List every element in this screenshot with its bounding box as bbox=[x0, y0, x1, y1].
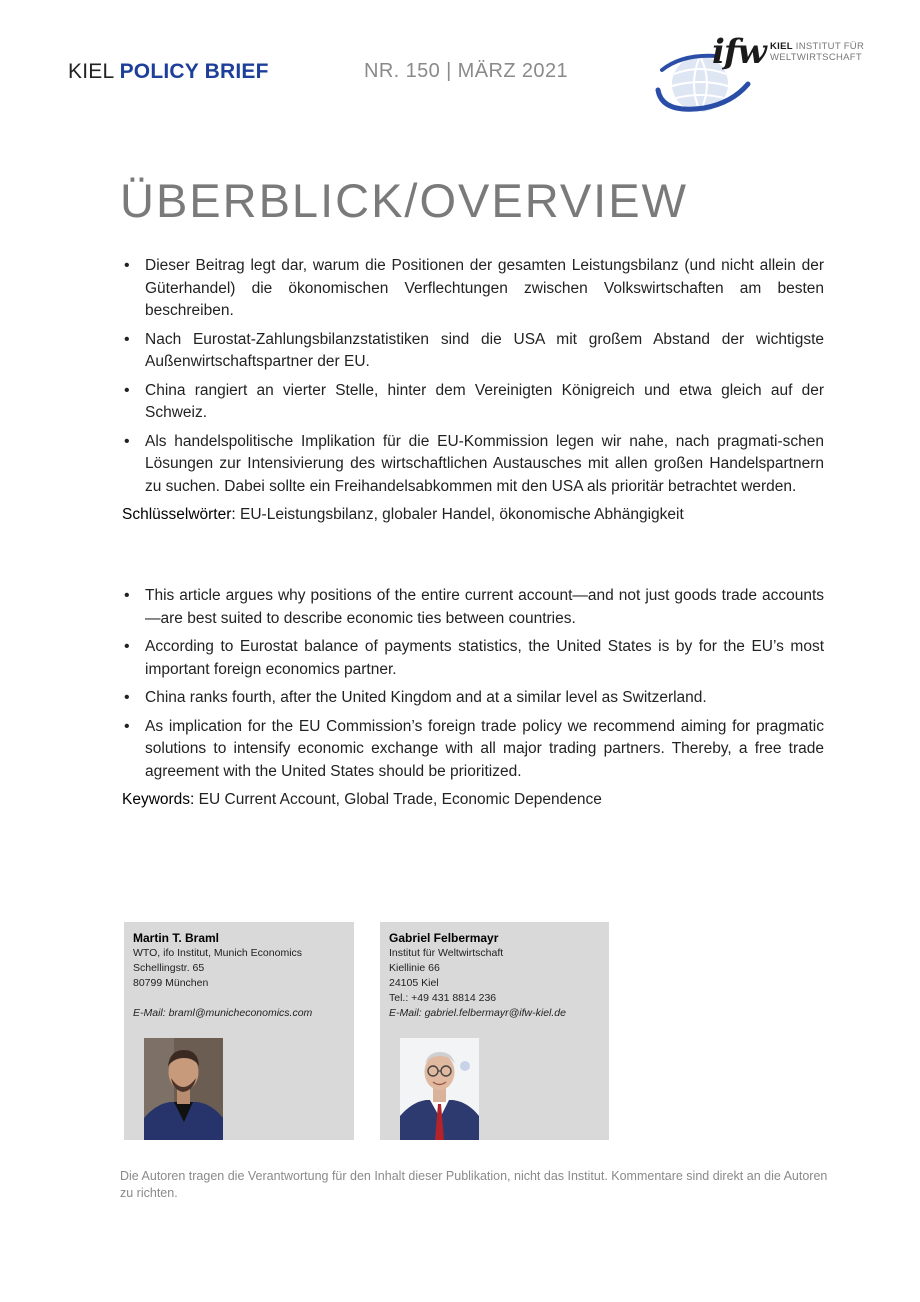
logo-text bbox=[770, 41, 864, 63]
keywords-text: EU Current Account, Global Trade, Economic Dependence bbox=[194, 791, 602, 808]
list-item: • Als handelspolitische Implikation für die EU-Kommission legen wir nahe, nach pragmati-schen Lösungen zur Intensivierung des wirtschaftlichen Austausches mit allen großen Handelspartnern zu suchen. Dabei sollte ein Freihandelsabkommen mit den USA als prioritär betrachtet werden. bbox=[122, 431, 824, 499]
author-name: Martin T. Braml bbox=[133, 931, 220, 945]
author-phone: Tel.: +49 431 8814 236 bbox=[389, 992, 497, 1004]
german-bullet-list bbox=[122, 255, 824, 498]
author-affiliation: Institut für Weltwirtschaft bbox=[389, 947, 504, 959]
brand-policy-brief: POLICY BRIEF bbox=[119, 60, 269, 83]
author-city: 80799 München bbox=[133, 977, 209, 989]
list-item: • China ranks fourth, after the United Kingdom and at a similar level as Switzerland. bbox=[122, 687, 824, 710]
logo-line1: INSTITUT FÜR bbox=[792, 41, 865, 52]
author-photo bbox=[144, 1038, 223, 1140]
author-email: E-Mail: braml@municheconomics.com bbox=[133, 1007, 313, 1019]
author-photo bbox=[400, 1038, 479, 1140]
author-street: Schellingstr. 65 bbox=[133, 962, 205, 974]
author-street: Kiellinie 66 bbox=[389, 962, 440, 974]
brand-wordmark bbox=[68, 60, 269, 84]
logo-mark: ifw bbox=[712, 32, 766, 72]
german-keywords bbox=[122, 504, 824, 527]
disclaimer-footer: Die Autoren tragen die Verantwortung für den Inhalt dieser Publikation, nicht das Institut. Kommentare sind direkt an die Autoren zu richten. bbox=[120, 1169, 828, 1200]
list-item: • This article argues why positions of the entire current account—and not just goods trade accounts—are best suited to describe economic ties between countries. bbox=[122, 585, 824, 630]
list-item: • Dieser Beitrag legt dar, warum die Positionen der gesamten Leistungsbilanz (und nicht allein der Güterhandel) die ökonomischen Verflechtungen zwischen Volkswirtschaften am besten beschreiben. bbox=[122, 255, 824, 323]
logo-line2: WELTWIRTSCHAFT bbox=[770, 52, 862, 63]
keywords-label: Schlüsselwörter: bbox=[122, 506, 236, 523]
list-item: • As implication for the EU Commission’s foreign trade policy we recommend aiming for pragmatic solutions to intensify economic exchange with all major trading partners. Thereby, a free trade agreement with the United States should be prioritized. bbox=[122, 716, 824, 784]
ifw-logo bbox=[652, 26, 882, 116]
logo-kiel: KIEL bbox=[770, 41, 793, 52]
brand-kiel: KIEL bbox=[68, 60, 120, 83]
english-bullet-list bbox=[122, 585, 824, 783]
list-item: • Nach Eurostat-Zahlungsbilanzstatistiken sind die USA mit großem Abstand der wichtigste Außenwirtschaftspartner der EU. bbox=[122, 329, 824, 374]
list-item: • China rangiert an vierter Stelle, hinter dem Vereinigten Königreich und etwa gleich auf der Schweiz. bbox=[122, 380, 824, 425]
english-keywords bbox=[122, 789, 824, 812]
author-city: 24105 Kiel bbox=[389, 977, 439, 989]
english-summary bbox=[122, 585, 824, 812]
author-email: E-Mail: gabriel.felbermayr@ifw-kiel.de bbox=[389, 1007, 566, 1019]
author-card-felbermayr bbox=[380, 922, 609, 1140]
author-name: Gabriel Felbermayr bbox=[389, 931, 499, 945]
keywords-text: EU-Leistungsbilanz, globaler Handel, ökonomische Abhängigkeit bbox=[235, 506, 684, 523]
page-title: ÜBERBLICK/OVERVIEW bbox=[120, 174, 688, 227]
list-item: • According to Eurostat balance of payments statistics, the United States is by for the EU’s most important foreign economics partner. bbox=[122, 636, 824, 681]
issue-number: NR. 150 | MÄRZ 2021 bbox=[364, 60, 568, 82]
author-card-braml bbox=[124, 922, 354, 1140]
author-affiliation: WTO, ifo Institut, Munich Economics bbox=[133, 947, 303, 959]
keywords-label: Keywords: bbox=[122, 791, 195, 808]
german-summary bbox=[122, 255, 824, 527]
